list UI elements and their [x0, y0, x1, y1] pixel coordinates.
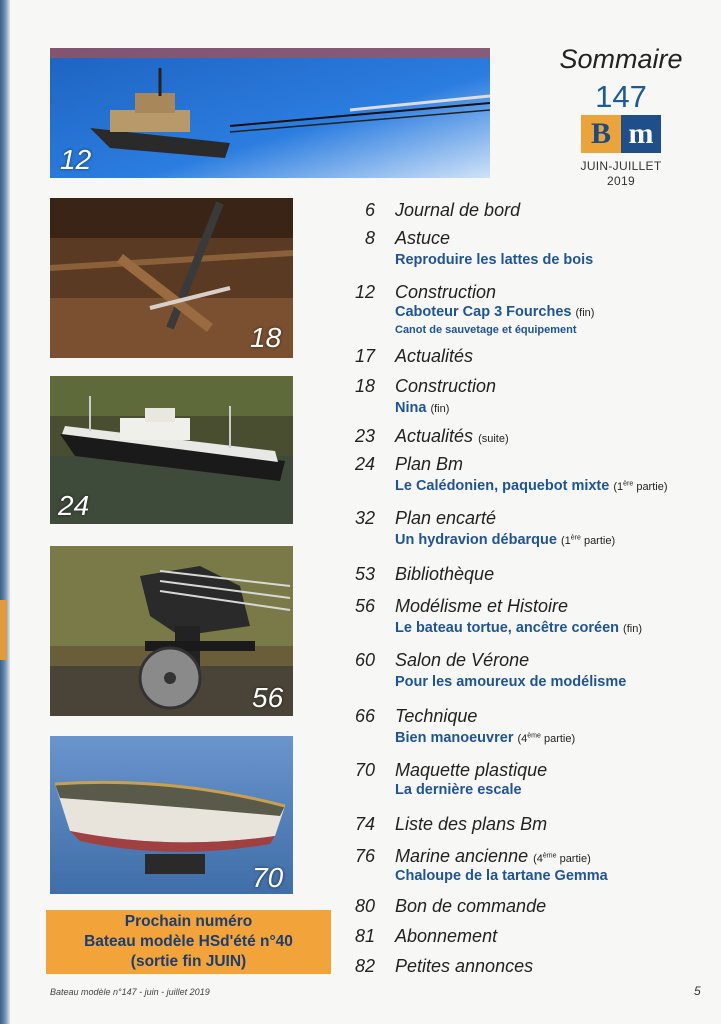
toc-page-number: 60	[354, 650, 375, 670]
toc-section-title: Plan encarté	[395, 508, 497, 528]
toc-page-number: 81	[354, 926, 375, 946]
toc-page-number: 6	[364, 200, 375, 220]
photo-page-12[interactable]	[50, 48, 490, 178]
photo-page-label: 56	[252, 682, 284, 713]
issue-months: JUIN-JUILLET	[580, 159, 662, 173]
magazine-logo	[581, 115, 661, 153]
toc-page-number: 70	[354, 760, 375, 780]
toc-section-title: Salon de Vérone	[395, 650, 530, 670]
toc-note: (4ème partie)	[517, 732, 576, 745]
toc-header	[546, 44, 696, 189]
toc-article-title: Le Calédonien, paquebot mixte (1ère partie)	[395, 478, 668, 494]
toc-page-number: 53	[354, 564, 375, 584]
toc-section-title: Plan Bm	[395, 454, 464, 474]
logo-letter-m: m	[621, 115, 661, 153]
toc-section-title: Construction	[395, 376, 497, 396]
photo-page-56[interactable]	[50, 546, 293, 716]
toc-note: (fin)	[623, 623, 642, 635]
toc-section-title: Marine ancienne (4ème partie)	[395, 846, 591, 866]
toc-page-number: 80	[354, 896, 375, 916]
toc-section-title: Actualités (suite)	[395, 426, 509, 446]
toc-article-title: Un hydravion débarque (1ère partie)	[395, 532, 616, 548]
toc-note: (suite)	[478, 433, 509, 445]
toc-article-title: Nina (fin)	[395, 400, 450, 416]
edge-marker	[0, 600, 7, 660]
photo-page-24[interactable]	[50, 376, 293, 524]
next-issue-title: Bateau modèle HSd'été n°40	[84, 933, 293, 950]
photo-page-label: 18	[250, 322, 282, 353]
toc-section-title: Technique	[395, 706, 478, 726]
toc-note: (fin)	[575, 307, 595, 319]
toc-article-title: Bien manoeuvrer (4ème partie)	[395, 730, 576, 746]
photo-page-label: 70	[252, 862, 284, 893]
toc-page-number: 74	[354, 814, 375, 834]
toc-section-title: Astuce	[395, 228, 451, 248]
photo-page-label: 12	[60, 144, 92, 175]
toc-section-title: Construction	[395, 282, 497, 302]
photo-page-70[interactable]	[50, 736, 293, 894]
toc-section-title: Actualités	[395, 346, 474, 366]
toc-section-title: Petites annonces	[395, 956, 534, 976]
toc-page-number: 66	[354, 706, 375, 726]
toc-note: (1ère partie)	[613, 480, 668, 493]
issue-year: 2019	[607, 174, 635, 188]
toc-section-title: Abonnement	[395, 926, 498, 946]
toc-page-number: 12	[354, 282, 375, 302]
toc-section-title: Bibliothèque	[395, 564, 495, 584]
toc-page-number: 32	[354, 508, 375, 528]
toc-note: (1ère partie)	[560, 534, 616, 547]
toc-page-number: 76	[354, 846, 375, 866]
toc-page-number: 23	[354, 426, 375, 446]
ship-model-image	[50, 48, 490, 178]
toc-article-title: Chaloupe de la tartane Gemma	[395, 868, 608, 884]
page-edge-strip	[0, 0, 10, 1024]
next-issue-heading: Prochain numéro	[124, 913, 253, 930]
page-title: Sommaire	[559, 44, 683, 74]
toc-section-title: Liste des plans Bm	[395, 814, 548, 834]
toc-page-number: 56	[354, 596, 375, 616]
next-issue-release: (sortie fin JUIN)	[130, 953, 247, 970]
toc-article-title: Reproduire les lattes de bois	[395, 252, 594, 268]
toc-note: (4ème partie)	[533, 852, 591, 865]
photo-page-label: 24	[58, 490, 90, 521]
next-issue-box	[46, 910, 331, 974]
toc-article-title: Pour les amoureux de modélisme	[395, 674, 627, 690]
toc-page-number: 8	[364, 228, 375, 248]
toc-section-title: Modélisme et Histoire	[395, 596, 569, 616]
page-footer: Bateau modèle n°147 - juin - juillet 2019	[50, 987, 210, 997]
logo-letter-b: B	[581, 115, 621, 153]
photo-page-18[interactable]	[50, 198, 293, 358]
page-number: 5	[694, 984, 701, 998]
toc-section-title: Journal de bord	[395, 200, 521, 220]
toc-article-title: La dernière escale	[395, 782, 522, 798]
toc-note: (fin)	[430, 403, 450, 415]
toc-section-title: Bon de commande	[395, 896, 547, 916]
toc-page-number: 82	[354, 956, 375, 976]
toc-page-number: 24	[354, 454, 375, 474]
toc-page-number: 17	[354, 346, 375, 366]
issue-date	[546, 159, 696, 189]
toc-article-title: Le bateau tortue, ancêtre coréen (fin)	[395, 620, 642, 636]
issue-number: 147	[595, 79, 647, 114]
toc-page-number: 18	[354, 376, 375, 396]
toc-section-title: Maquette plastique	[395, 760, 548, 780]
toc-article-subtitle: Canot de sauvetage et équipement	[395, 324, 577, 336]
toc-article-title: Caboteur Cap 3 Fourches (fin)	[395, 304, 595, 320]
